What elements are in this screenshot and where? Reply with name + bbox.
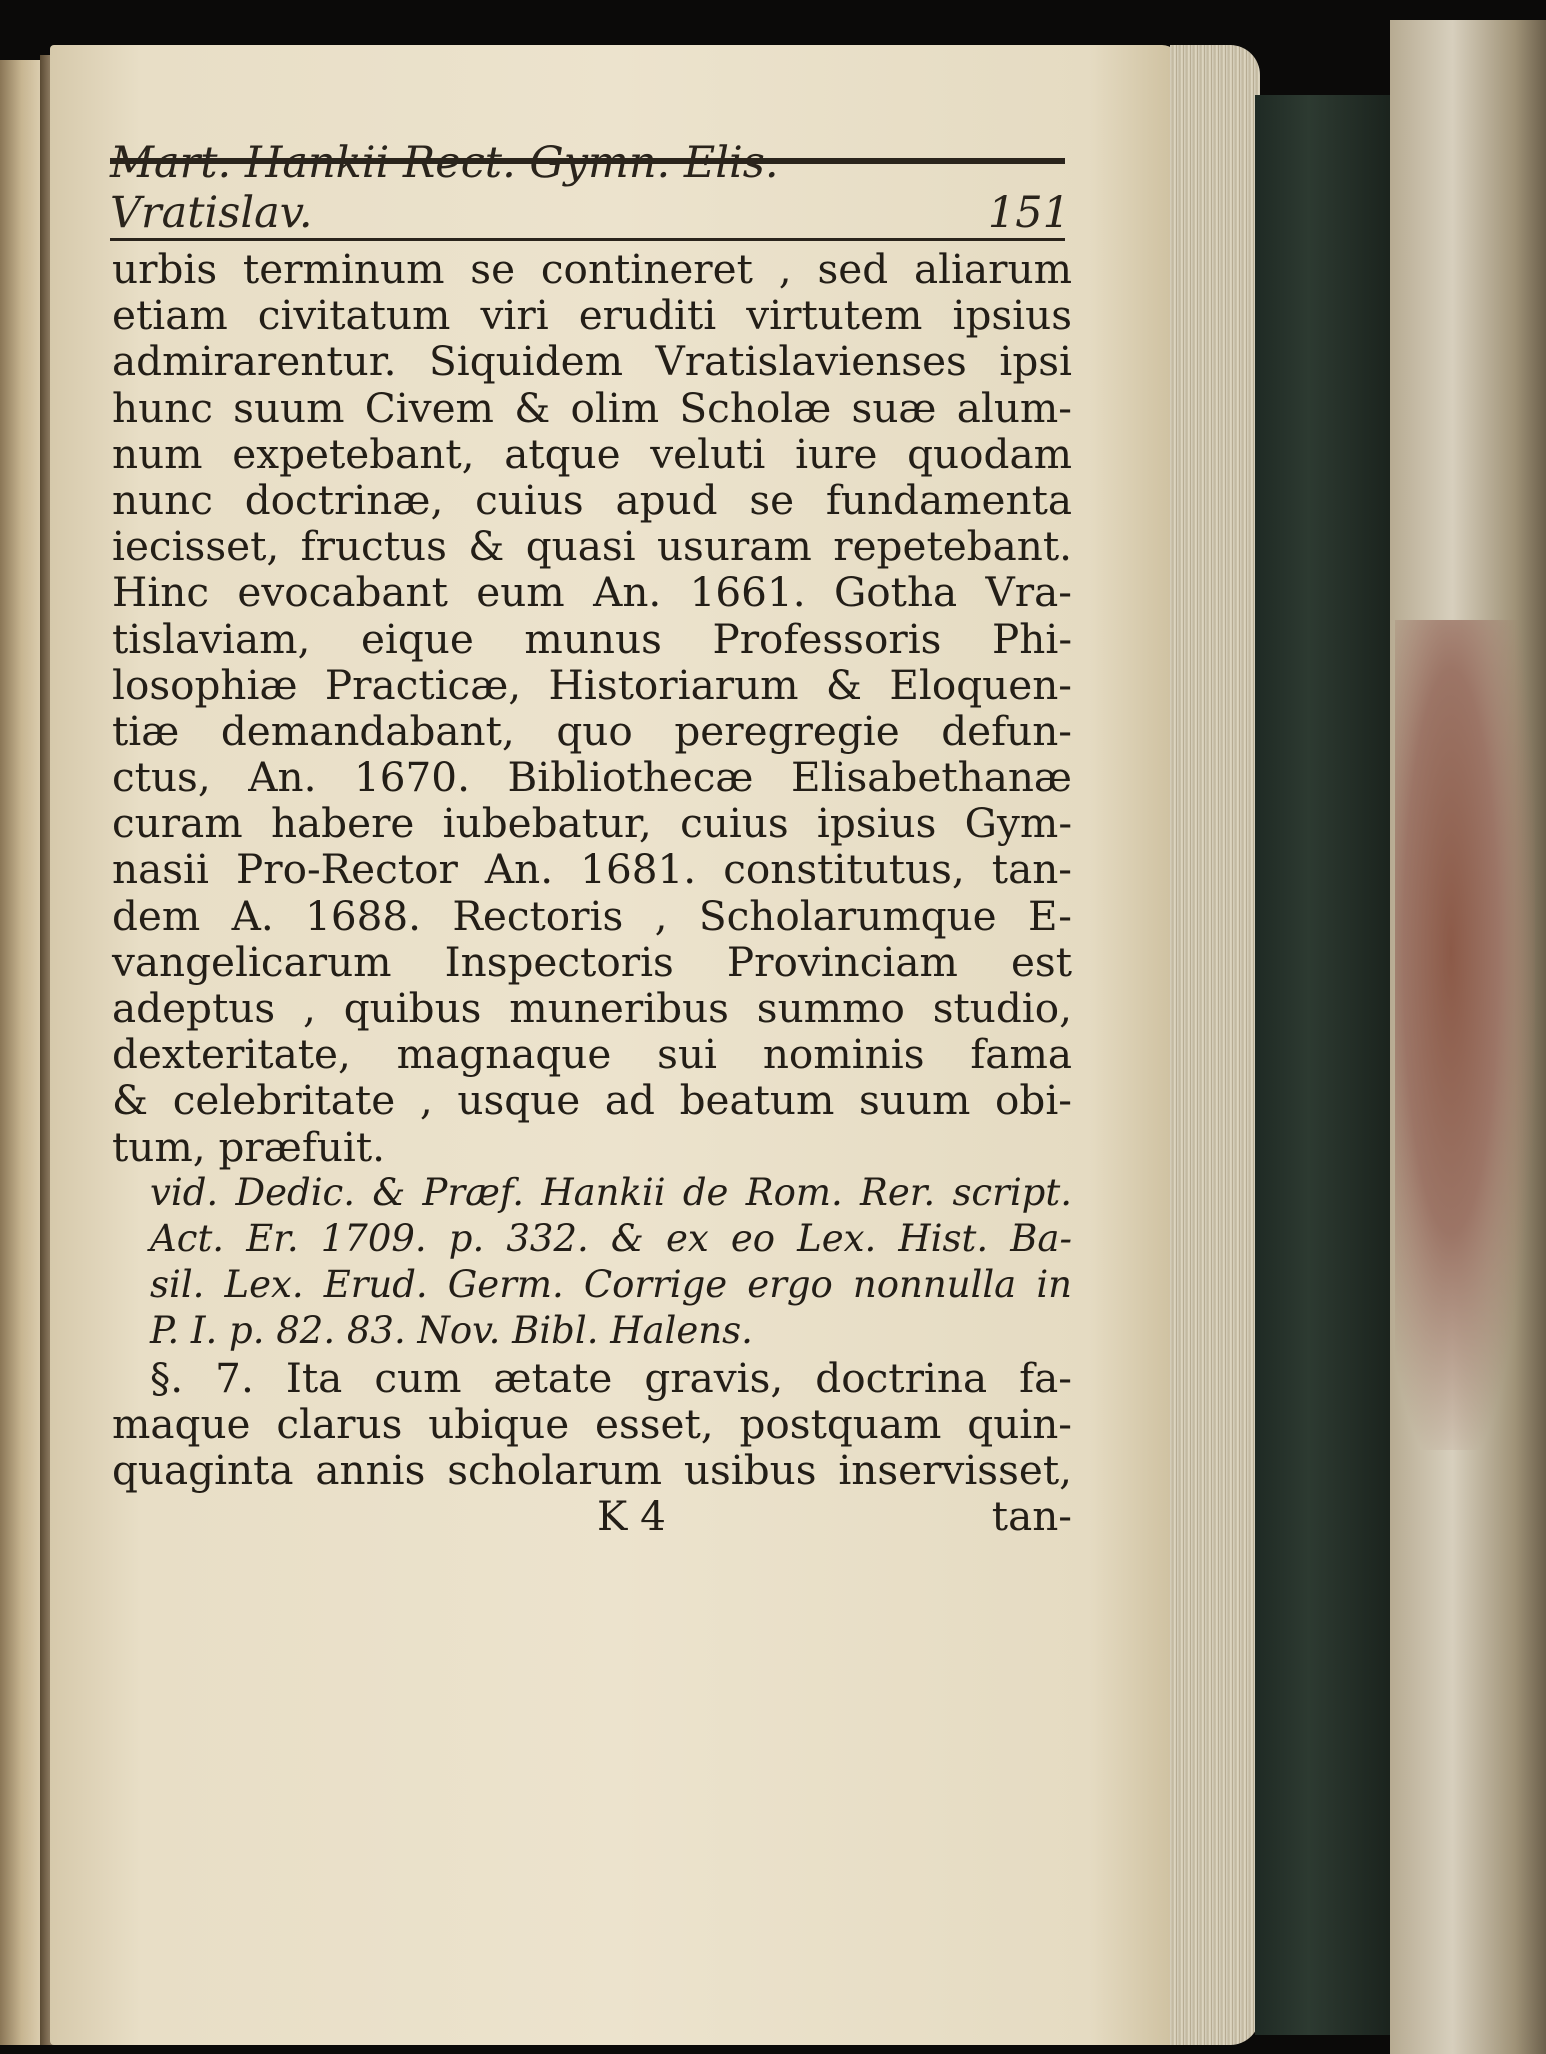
section-line: quaginta annis scholarum usibus inservisset,	[112, 1445, 1072, 1494]
page-number: 151	[987, 188, 1070, 238]
body-line: tiæ demandabant, quo peregregie defun-	[112, 706, 1072, 755]
body-line: & celebritate , usque ad beatum suum obi-	[112, 1076, 1072, 1125]
reference-note-line: vid. Dedic. & Præf. Hankii de Rom. Rer. script.	[150, 1170, 1072, 1214]
catchword: tan-	[991, 1492, 1072, 1541]
body-line: nasii Pro-Rector An. 1681. constitutus, tan-	[112, 845, 1072, 894]
body-line: etiam civitatum viri eruditi virtutem ipsius	[112, 291, 1072, 340]
body-line: nunc doctrinæ, cuius apud se fundamenta	[112, 475, 1072, 524]
body-line: Hinc evocabant eum An. 1661. Gotha Vra-	[112, 568, 1072, 617]
body-line: dexteritate, magnaque sui nominis fama	[112, 1030, 1072, 1079]
section-line: §. 7. Ita cum ætate gravis, doctrina fa-	[150, 1353, 1072, 1402]
body-line: urbis terminum se contineret , sed aliarum	[112, 245, 1072, 293]
body-line: dem A. 1688. Rectoris , Scholarumque E-	[112, 891, 1072, 940]
body-line: adeptus , quibus muneribus summo studio,	[112, 984, 1072, 1032]
signature-mark: K 4	[597, 1492, 666, 1541]
reference-note-line: Act. Er. 1709. p. 332. & ex eo Lex. Hist. Ba-	[150, 1216, 1072, 1260]
body-line: iecisset, fructus & quasi usuram repetebant.	[112, 522, 1072, 571]
body-line: admirarentur. Siquidem Vratislavienses ipsi	[112, 337, 1072, 386]
reference-note-line: sil. Lex. Erud. Germ. Corrige ergo nonnulla in	[150, 1263, 1072, 1307]
reference-note-line: P. I. p. 82. 83. Nov. Bibl. Halens.	[150, 1309, 753, 1353]
body-line: vangelicarum Inspectoris Provinciam est	[112, 937, 1072, 986]
running-header	[110, 138, 1070, 238]
body-line: curam habere iubebatur, cuius ipsius Gym-	[112, 799, 1072, 848]
body-line: tum, præfuit.	[112, 1122, 386, 1171]
running-title: Mart. Hankii Rect. Gymn. Elis. Vratislav.	[110, 138, 779, 238]
section-line: maque clarus ubique esset, postquam quin-	[112, 1399, 1072, 1448]
body-line: hunc suum Civem & olim Scholæ suæ alum-	[112, 383, 1072, 432]
body-line: num expetebant, atque veluti iure quodam	[112, 429, 1072, 478]
page-body	[112, 246, 1072, 1539]
page-edges	[1170, 45, 1260, 2045]
body-line: losophiæ Practicæ, Historiarum & Eloquen-	[112, 660, 1072, 709]
footer-line	[112, 1493, 1072, 1539]
header-rule-bottom	[110, 238, 1065, 241]
spine-stain	[1395, 620, 1535, 1450]
body-line: tislaviam, eique munus Professoris Phi-	[112, 614, 1072, 663]
body-line: ctus, An. 1670. Bibliothecæ Elisabethanæ	[112, 753, 1072, 802]
